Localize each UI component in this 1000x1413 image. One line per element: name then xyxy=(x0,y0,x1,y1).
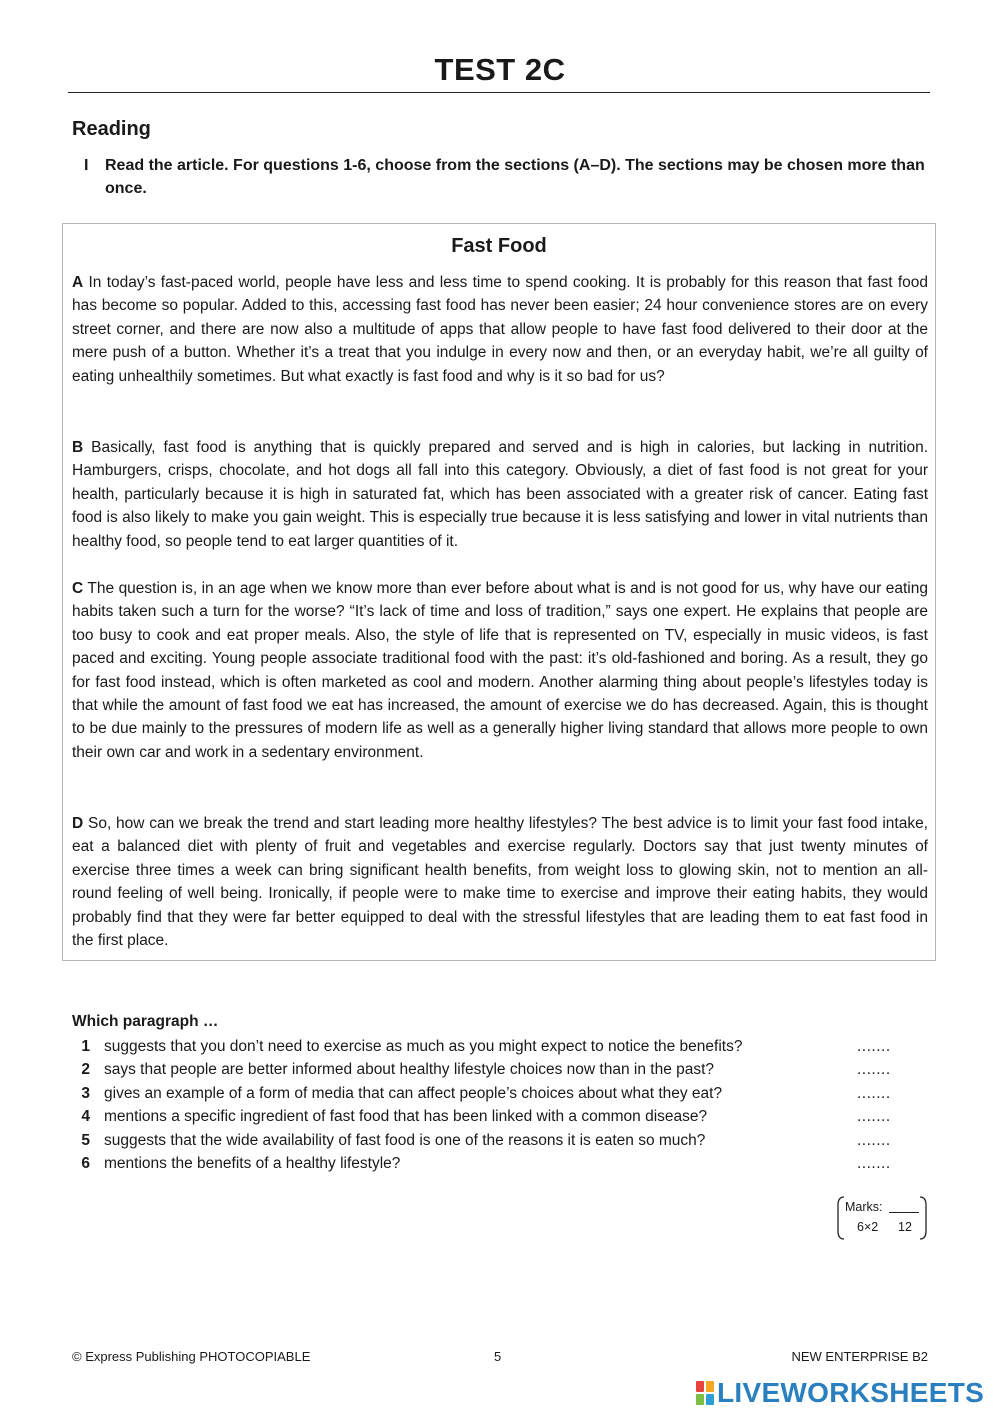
question-text: gives an example of a form of media that can affect people’s choices about what they eat? xyxy=(104,1085,723,1102)
answer-blank[interactable]: ....... xyxy=(857,1061,891,1078)
paragraph-text: Basically, fast food is anything that is quickly prepared and served and is high in calories, but lacking in nutrition. Hamburgers, crisps, chocolate, and hot dogs all fall into this category. Obviously, a diet of fast food is not great for your health, particularly because it is high in saturated fat, which has been associated with a greater risk of cancer. Eating fast food is also likely to make you gain weight. This is especially true because it is less satisfying and lower in vital nutrients than healthy food, so people tend to eat larger quantities of it. xyxy=(72,439,928,550)
question-number: 2 xyxy=(81,1061,90,1078)
answer-blank[interactable]: ....... xyxy=(857,1085,891,1102)
paragraph-letter: C xyxy=(72,580,84,597)
paragraph-letter: B xyxy=(72,439,84,456)
question-text: says that people are better informed about healthy lifestyle choices now than in the past? xyxy=(104,1061,715,1078)
article-title: Fast Food xyxy=(451,235,547,257)
question-number: 4 xyxy=(81,1108,90,1125)
paragraph-text: The question is, in an age when we know more than ever before about what is and is not good for us, why have our eating habits taken such a turn for the worse? “It’s lack of time and loss of tradition,” says one expert. He explains that people are too busy to cook and eat proper meals. Also, the style of life that is represented on TV, especially in music videos, is fast paced and exciting. Young people associate traditional food with the past: it’s old-fashioned and boring. As a result, they go for fast food instead, which is often marketed as cool and modern. Another alarming thing about people’s lifestyles today is that while the amount of fast food we eat has increased, the amount of exercise we do has decreased. Again, this is thought to be due mainly to the pressures of modern life as well as a generally higher living standard that allows more people to own their own car and work in a sedentary environment. xyxy=(72,580,928,761)
marks-label: Marks: xyxy=(845,1200,883,1214)
answer-blank[interactable]: ....... xyxy=(857,1155,891,1172)
footer-copyright: © Express Publishing PHOTOCOPIABLE xyxy=(72,1349,311,1364)
question-row xyxy=(72,1132,932,1155)
paragraph-a xyxy=(72,271,928,388)
marks-formula: 6×2 xyxy=(857,1220,879,1234)
question-number: 5 xyxy=(81,1132,90,1149)
title-divider xyxy=(68,92,930,93)
page-title: TEST 2C xyxy=(434,52,566,87)
instruction-number: I xyxy=(84,157,89,174)
article-box xyxy=(62,223,936,961)
question-row xyxy=(72,1108,932,1131)
question-row xyxy=(72,1038,932,1061)
paragraph-letter: A xyxy=(72,274,84,291)
paragraph-c xyxy=(72,577,928,764)
marks-total: 12 xyxy=(898,1220,912,1234)
answer-blank[interactable]: ....... xyxy=(857,1132,891,1149)
footer-book-title: NEW ENTERPRISE B2 xyxy=(791,1349,928,1364)
liveworksheets-grid-icon xyxy=(696,1381,714,1405)
question-row xyxy=(72,1085,932,1108)
paragraph-text: In today’s fast-paced world, people have less and less time to spend cooking. It is probably for this reason that fast food has become so popular. Added to this, accessing fast food has never been easier; 24 hour convenience stores are on every street corner, and there are now also a multitude of apps that allow people to have fast food delivered to their door at the mere push of a button. Whether it’s a treat that you indulge in every now and then, or an everyday habit, we’re all guilty of eating unhealthily sometimes. But what exactly is fast food and why is it so bad for us? xyxy=(72,274,928,385)
question-row xyxy=(72,1061,932,1084)
answer-blank[interactable]: ....... xyxy=(857,1108,891,1125)
paragraph-text: So, how can we break the trend and start leading more healthy lifestyles? The best advice is to limit your fast food intake, eat a balanced diet with plenty of fruit and vegetables and exercise regularly. Doctors say that just twenty minutes of exercise three times a week can bring significant health benefits, from weight loss to glowing skin, not to mention an all-round feeling of well being. Ironically, if people were to make time to exercise and improve their eating habits, they would probably find that they were far better equipped to deal with the stressful lifestyles that are leading them to eat fast food in the first place. xyxy=(72,815,928,950)
instruction-text: Read the article. For questions 1-6, choose from the sections (A–D). The sections may be chosen more than once. xyxy=(105,157,925,197)
marks-score-line[interactable] xyxy=(889,1212,919,1213)
question-row xyxy=(72,1155,932,1178)
instruction xyxy=(84,154,934,200)
paragraph-letter: D xyxy=(72,815,84,832)
section-heading: Reading xyxy=(72,118,151,140)
questions-heading: Which paragraph … xyxy=(72,1013,219,1030)
marks-box xyxy=(837,1195,927,1241)
question-number: 1 xyxy=(81,1038,90,1055)
liveworksheets-logo xyxy=(696,1377,996,1411)
footer-page-number: 5 xyxy=(494,1349,502,1364)
question-text: suggests that you don’t need to exercise as much as you might expect to notice the benefits? xyxy=(104,1038,743,1055)
question-number: 3 xyxy=(81,1085,90,1102)
question-text: suggests that the wide availability of fast food is one of the reasons it is eaten so much? xyxy=(104,1132,706,1149)
paragraph-b xyxy=(72,436,928,553)
answer-blank[interactable]: ....... xyxy=(857,1038,891,1055)
question-text: mentions the benefits of a healthy lifestyle? xyxy=(104,1155,401,1172)
question-text: mentions a specific ingredient of fast food that has been linked with a common disease? xyxy=(104,1108,708,1125)
liveworksheets-wordmark: LIVEWORKSHEETS xyxy=(717,1377,985,1408)
question-number: 6 xyxy=(81,1155,90,1172)
paragraph-d xyxy=(72,812,928,952)
